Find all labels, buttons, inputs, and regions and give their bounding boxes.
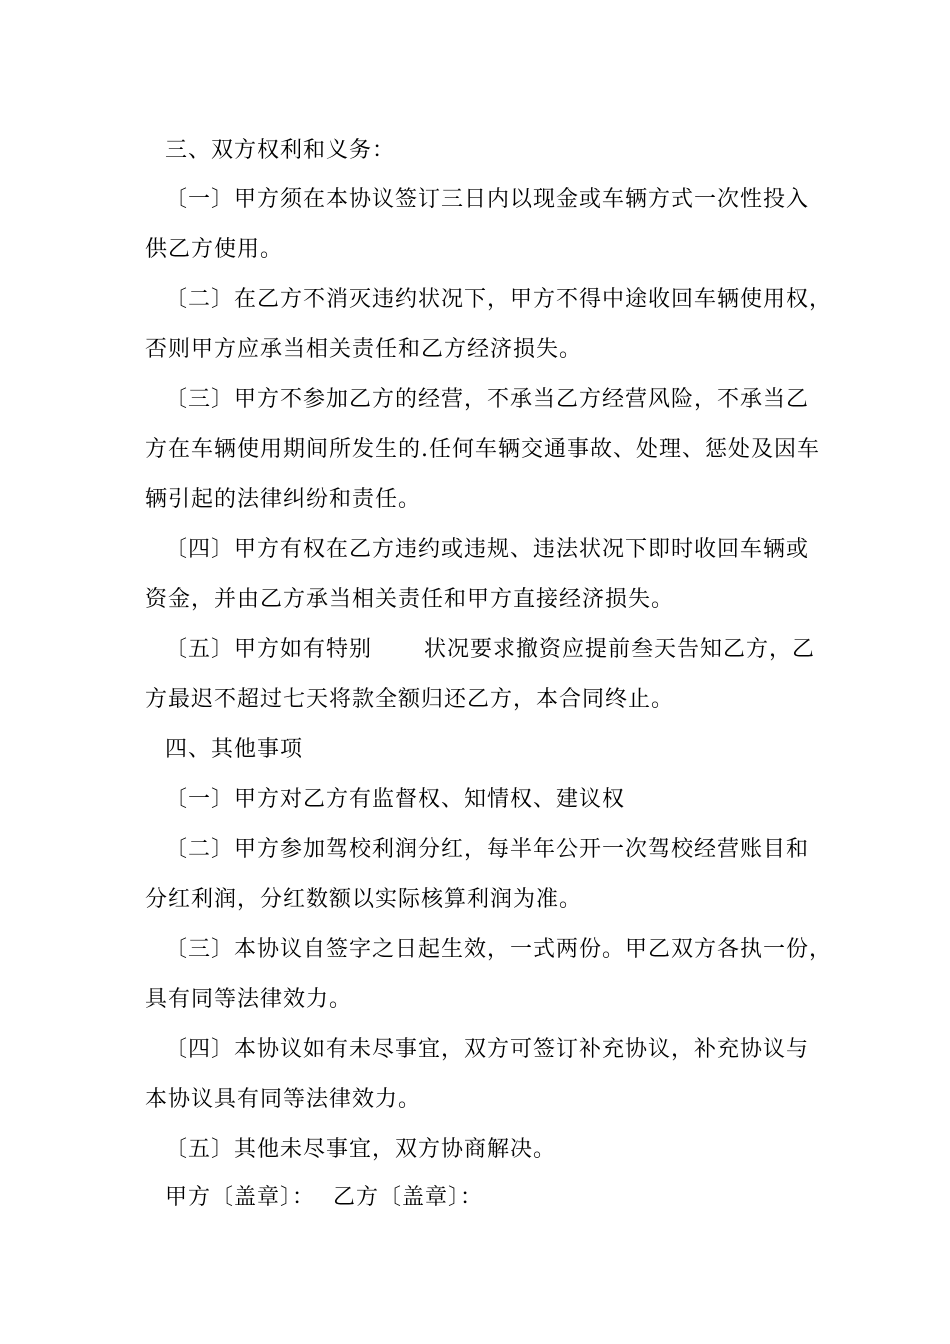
clause-3-3-line-1: 〔三〕甲方不参加乙方的经营，不承当乙方经营风险，不承当乙	[165, 387, 810, 412]
clause-3-3-line-3: 辆引起的法律纠纷和责任。	[145, 487, 422, 512]
clause-4-2-line-2: 分红利润，分红数额以实际核算利润为准。	[145, 887, 583, 912]
clause-3-4-line-2: 资金，并由乙方承当相关责任和甲方直接经济损失。	[145, 587, 675, 612]
clause-3-5-line-2: 方最迟不超过七天将款全额归还乙方，本合同终止。	[145, 687, 675, 712]
clause-4-1-line-1: 〔一〕甲方对乙方有监督权、知情权、建议权	[165, 787, 626, 812]
clause-4-2-line-1: 〔二〕甲方参加驾校利润分红，每半年公开一次驾校经营账目和	[165, 837, 810, 862]
clause-3-5-line-1-part-a: 〔五〕甲方如有特别	[165, 637, 373, 662]
clause-4-3-line-2: 具有同等法律效力。	[145, 987, 353, 1012]
clause-3-5-line-1-part-b: 状况要求撤资应提前叁天告知乙方，乙	[424, 637, 816, 662]
clause-3-5-line-1	[165, 635, 815, 665]
party-a-seal: 甲方〔盖章〕：	[165, 1185, 316, 1210]
clause-3-3-line-2: 方在车辆使用期间所发生的.任何车辆交通事故、处理、惩处及因车	[145, 437, 820, 462]
section-4-heading: 四、其他事项	[165, 737, 304, 762]
party-b-seal: 乙方〔盖章〕：	[333, 1185, 484, 1210]
clause-3-2-line-2: 否则甲方应承当相关责任和乙方经济损失。	[145, 337, 583, 362]
section-3-heading: 三、双方权利和义务：	[165, 138, 396, 163]
clause-3-1-line-1: 〔一〕甲方须在本协议签订三日内以现金或车辆方式一次性投入	[165, 187, 810, 212]
clause-4-4-line-2: 本协议具有同等法律效力。	[145, 1087, 422, 1112]
clause-4-4-line-1: 〔四〕本协议如有未尽事宜，双方可签订补充协议，补充协议与	[165, 1037, 810, 1062]
clause-3-2-line-1: 〔二〕在乙方不消灭违约状况下，甲方不得中途收回车辆使用权，	[165, 287, 833, 312]
clause-4-5-line-1: 〔五〕其他未尽事宜，双方协商解决。	[165, 1137, 557, 1162]
clause-3-1-line-2: 供乙方使用。	[145, 237, 284, 262]
clause-3-4-line-1: 〔四〕甲方有权在乙方违约或违规、违法状况下即时收回车辆或	[165, 537, 810, 562]
clause-4-3-line-1: 〔三〕本协议自签字之日起生效，一式两份。甲乙双方各执一份，	[165, 937, 833, 962]
